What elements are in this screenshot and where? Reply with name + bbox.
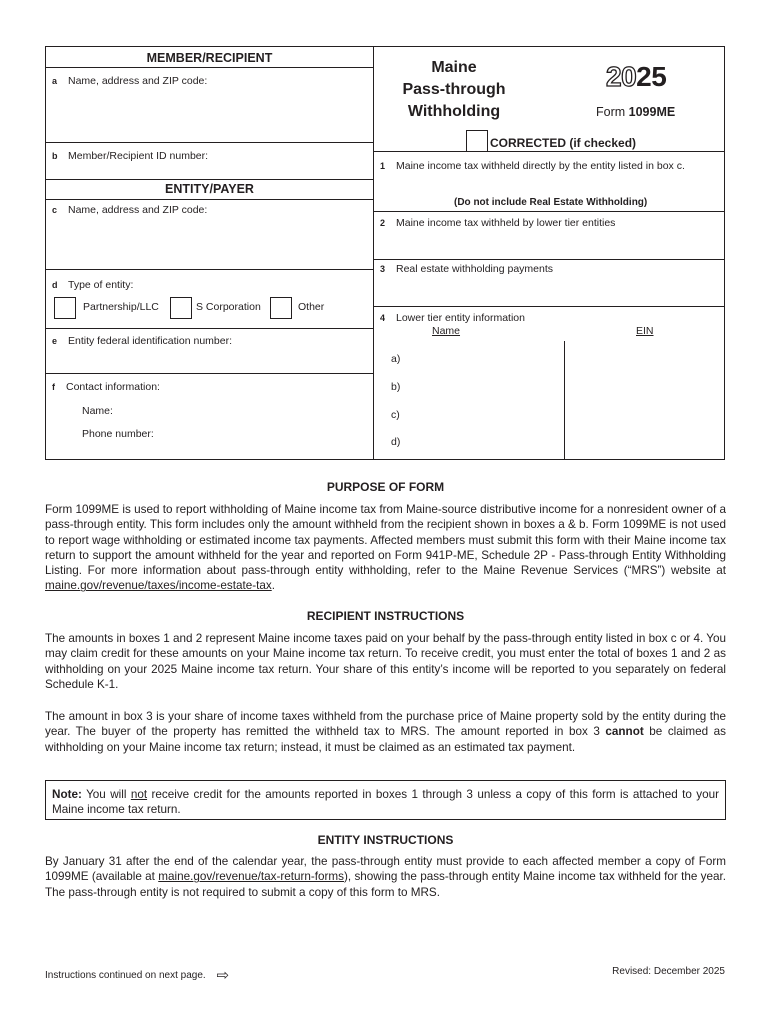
contact-phone-label[interactable]: Phone number: bbox=[82, 428, 154, 440]
left-column bbox=[46, 47, 374, 459]
purpose-text: Form 1099ME is used to report withholding of Maine income tax from Maine-source distributive income for a nonresident owner of a pass-through entity. This form includes only the amount withheld from the recipient shown in boxes a & b. Form 1099ME is not used to report wage withholding or estimated income tax payments. Affected members must submit this form with their Maine income tax return to support the amount withheld for the year and reported on Form 941P-ME, Schedule 2P - Pass-through Entity Withholding Listing. For more information about pass-through entity withholding, refer to the Maine Revenue Services (“MRS”) website at maine.gov/revenue/taxes/income-estate-tax. bbox=[45, 503, 726, 593]
partnership-llc-label: Partnership/LLC bbox=[83, 301, 159, 313]
divider bbox=[46, 269, 373, 270]
box-4-name-header: Name bbox=[432, 325, 461, 337]
right-column bbox=[374, 47, 724, 459]
title-line-1: Maine bbox=[431, 59, 477, 76]
tax-year-outline: 20 bbox=[606, 61, 637, 92]
divider bbox=[374, 306, 724, 307]
box-1-label[interactable]: 1 Maine income tax withheld directly by the entity listed in box c. bbox=[380, 160, 685, 172]
box-f-label: f Contact information: bbox=[52, 381, 160, 393]
entity-section bbox=[45, 833, 726, 900]
s-corporation-label: S Corporation bbox=[196, 301, 261, 313]
box-d-label: d Type of entity: bbox=[52, 279, 134, 291]
tax-return-forms-link[interactable]: maine.gov/revenue/tax-return-forms bbox=[158, 870, 345, 884]
recipient-paragraph-1: The amounts in boxes 1 and 2 represent Maine income taxes paid on your behalf by the pass-through entity listed in box c or 4. You may claim credit for these amounts on your Maine income tax return. To receive credit, you must enter the total of boxes 1 and 2 as withholding on your 2025 Maine income tax return. Your share of this entity’s income will be reported to you separately on federal Schedule K-1. bbox=[45, 632, 726, 691]
box-4-row-d[interactable]: d) bbox=[391, 436, 401, 448]
box-e-label[interactable]: e Entity federal identification number: bbox=[52, 335, 233, 347]
recipient-paragraph-2: The amount in box 3 is your share of income taxes withheld from the purchase price of Maine property sold by the entity during the year. The buyer of the property has remitted the withheld tax to MRS. The amount reported in box 3 cannot be claimed as withholding on your Maine income tax return; instead, it must be claimed as an estimated tax payment. bbox=[45, 710, 726, 754]
s-corporation-checkbox[interactable] bbox=[170, 297, 192, 319]
recipient-section bbox=[45, 609, 726, 755]
box-4-row-c[interactable]: c) bbox=[391, 409, 400, 421]
entity-text: By January 31 after the end of the calendar year, the pass-through entity must provide to each affected member a copy of Form 1099ME (available at maine.gov/revenue/tax-return-forms), showing the pass-through entity Maine income tax withheld for the year. The pass-through entity is not required to submit a copy of this form to MRS. bbox=[45, 855, 726, 899]
partnership-llc-checkbox[interactable] bbox=[54, 297, 76, 319]
divider bbox=[374, 151, 724, 152]
tax-year bbox=[606, 61, 666, 93]
note-box bbox=[45, 780, 726, 820]
box-2-label[interactable]: 2 Maine income tax withheld by lower tier entities bbox=[380, 217, 616, 229]
box-4-ein-header: EIN bbox=[636, 325, 654, 337]
title-line-2: Pass-through bbox=[402, 81, 506, 98]
box-c-label[interactable]: c Name, address and ZIP code: bbox=[52, 204, 208, 216]
divider bbox=[46, 373, 373, 374]
divider bbox=[46, 199, 373, 200]
title-line-3: Withholding bbox=[407, 103, 501, 120]
recipient-title: RECIPIENT INSTRUCTIONS bbox=[306, 609, 465, 623]
divider bbox=[374, 259, 724, 260]
divider bbox=[46, 179, 373, 180]
income-tax-link[interactable]: maine.gov/revenue/taxes/income-estate-tax bbox=[45, 579, 272, 593]
corrected-label: CORRECTED (if checked) bbox=[490, 136, 637, 150]
box-a-label[interactable]: a Name, address and ZIP code: bbox=[52, 75, 208, 87]
box-4-row-a[interactable]: a) bbox=[391, 353, 401, 365]
divider bbox=[46, 67, 373, 68]
form-1099me bbox=[45, 46, 725, 460]
arrow-right-icon: ⇨ bbox=[216, 967, 230, 984]
purpose-section bbox=[45, 480, 726, 594]
revised-date: Revised: December 2025 bbox=[612, 966, 725, 977]
member-recipient-title: MEMBER/RECIPIENT bbox=[146, 51, 273, 65]
form-title bbox=[374, 57, 534, 123]
box-3-label[interactable]: 3 Real estate withholding payments bbox=[380, 263, 554, 275]
entity-payer-title: ENTITY/PAYER bbox=[165, 182, 254, 196]
box-b-label[interactable]: b Member/Recipient ID number: bbox=[52, 150, 209, 162]
column-divider bbox=[564, 341, 565, 459]
purpose-title: PURPOSE OF FORM bbox=[326, 480, 445, 494]
form-number: Form 1099ME bbox=[596, 105, 676, 119]
divider bbox=[374, 211, 724, 212]
contact-name-label[interactable]: Name: bbox=[82, 405, 113, 417]
box-4-label: 4 Lower tier entity information bbox=[380, 312, 525, 324]
divider bbox=[46, 328, 373, 329]
box-1-note: (Do not include Real Estate Withholding) bbox=[454, 197, 648, 208]
entity-title: ENTITY INSTRUCTIONS bbox=[317, 833, 454, 847]
continued-note: Instructions continued on next page. ⇨ bbox=[45, 967, 230, 984]
divider bbox=[46, 142, 373, 143]
corrected-checkbox[interactable] bbox=[466, 130, 488, 152]
other-label: Other bbox=[298, 301, 325, 313]
tax-year-solid: 25 bbox=[636, 61, 667, 92]
note-text: Note: You will not receive credit for the amounts reported in boxes 1 through 3 unless a copy of this form is attached to your Maine income tax return. bbox=[52, 788, 719, 817]
box-4-row-b[interactable]: b) bbox=[391, 381, 401, 393]
other-checkbox[interactable] bbox=[270, 297, 292, 319]
